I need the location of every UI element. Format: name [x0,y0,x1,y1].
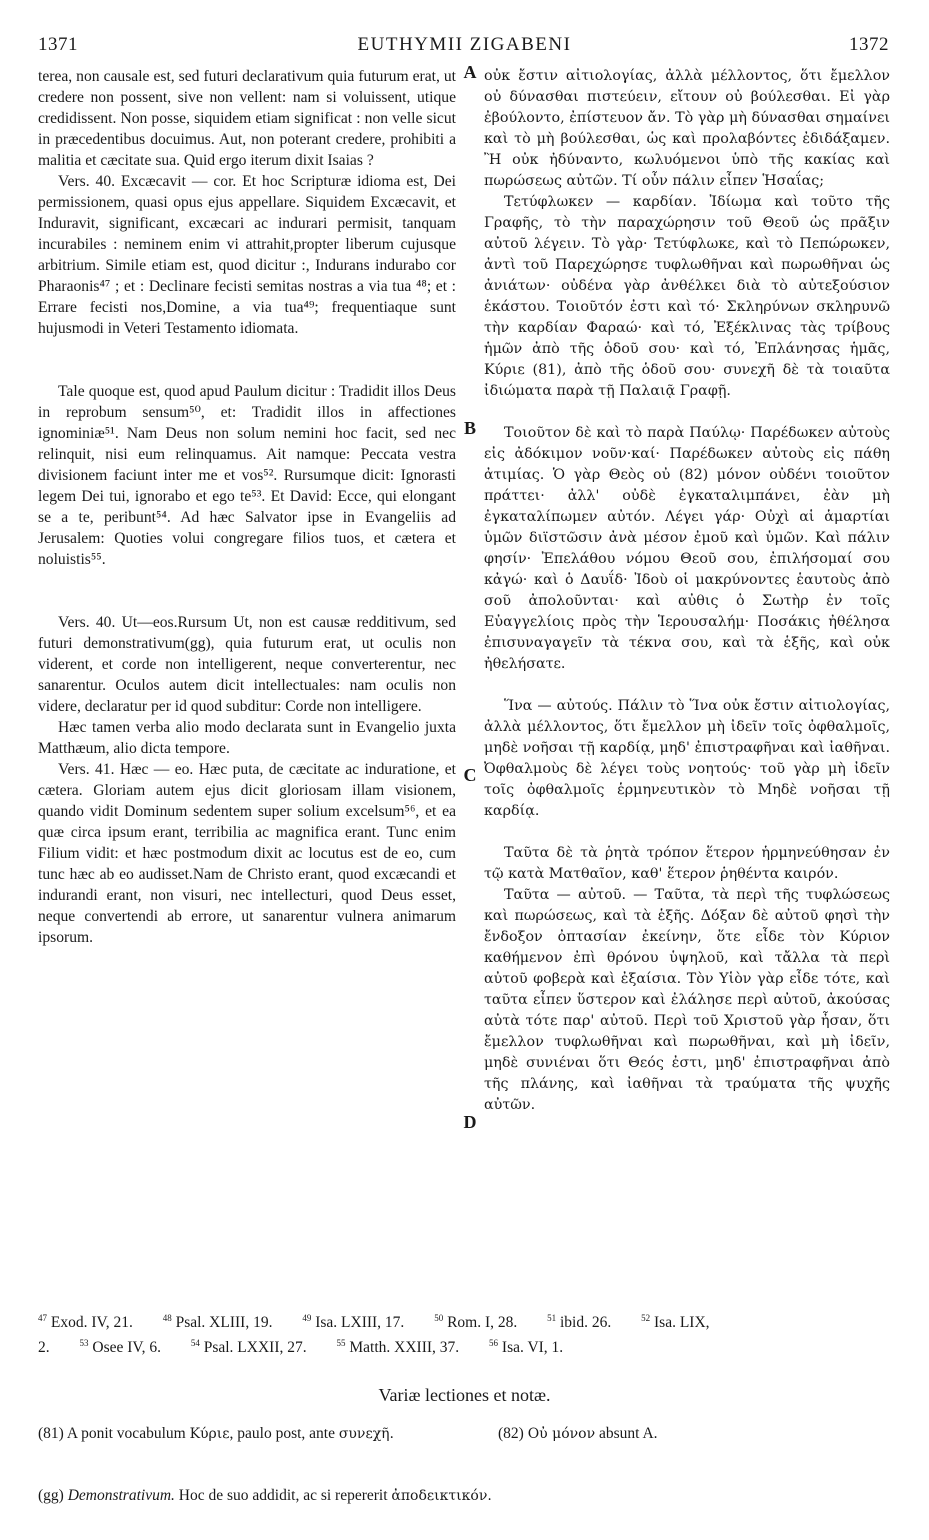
margin-letter-d: D [463,1112,477,1132]
latin-paragraph: Vers. 40. Ut—eos.Rursum Ut, non est causæ redditivum, sed futuri demonstrativum(gg), quia futurum erat, ut oculis non viderent, et corde non intelligerent, neque converterentur, nec sanarentur. Oculos autem dicit intellectuales: nam oculis non videre, declaratur per id quod subditur: Corde non intelligere. [38,614,456,715]
latin-paragraph: Tale quoque est, quod apud Paulum dicitur : Tradidit illos Deus in reprobum sensum⁵⁰, et: Tradidit illos in affectiones ignominiæ⁵¹. Nam Deus non solum nemini hoc facit, sed nec relinquit, nisi eum relinquamus. Ait namque: Peccata vestra divisionem faciunt inter me et vos⁵². Rursumque dicit: Ignorasti legem Dei tui, ignorabo et ego te⁵³. Et David: Ecce, qui elongant se a te, peribunt⁵⁴. Ad hæc Salvator ipse in Evangeliis ad Jerusalem: Quoties volui congregare filios tuos, et cætera et noluistis⁵⁵. [38,383,456,568]
margin-letter-b: B [463,418,476,438]
footnote: $^{52}$ Isa. LIX, [641,1313,710,1332]
footnote: $^{55}$ Matth. XXIII, 37. [336,1338,460,1357]
latin-paragraph: terea, non causale est, sed futuri declarativum quia futurum erat, ut credere non possent, sive non vellent: nam si voluissent, utique credidissent. Non posse, siquidem etiam significat : non velle sicut in præcedentibus docuimus. Aut, non poterant credere, prohibiti a malitia et cæcitate sua. Quid ergo iterum dixit Isaias ? [38,68,456,169]
latin-column [38,66,456,948]
greek-paragraph: Ταῦτα δὲ τὰ ῥητὰ τρόπον ἕτερον ἡρμηνεύθησαν ἐν τῷ κατὰ Ματθαῖον, καθ' ἕτερον ῥηθέντα καιρόν. [484,845,890,882]
footnote: $^{51}$ ibid. 26. [547,1313,612,1332]
latin-paragraph: Vers. 41. Hæc — eo. Hæc puta, de cæcitate ac induratione, et cætera. Gloriam autem ejus dicit gloriosam illam visionem, quando vidit Dominum sedentem super solium excelsum⁵⁶, et ea quæ circa ipsum erant, terribilia ac magnifica erant. Tunc enim Filium vidit: et hæc postmodum dixit ac locutus est de eo, cum tunc hæc ab eo audisset.Nam de Christo erant, quod excæcandi et indurandi erant, non visuri, nec intellecturi, quod Deus esset, neque convertendi ab errore, ut sanarentur vulnera animarum ipsorum. [38,761,456,946]
greek-paragraph: Ἵνα — αὐτούς. Πάλιν τὸ Ἵνα οὐκ ἔστιν αἰτιολογίας, ἀλλὰ μέλλοντος, ὅτι ἔμελλον μὴ ἰδεῖν τοῖς ὀφθαλμοῖς, μηδὲ νοῆσαι τῇ καρδίᾳ, μηδ' ἐπιστραφῆναι καὶ ἰαθῆναι. Ὀφθαλμοὺς δὲ λέγει τοὺς νοητούς· τοῦ γὰρ μὴ ἰδεῖν τοῖς ὀφθαλμοῖς ἑρμηνευτικὸν τὸ Μηδὲ νοῆσαι τῇ καρδίᾳ. [484,698,890,819]
greek-paragraph: οὐκ ἔστιν αἰτιολογίας, ἀλλὰ μέλλοντος, ὅτι ἔμελλον οὐ δύνασθαι πιστεύειν, εἴτουν οὐ βούλεσθαι. Εἰ γὰρ ἐβούλοντο, ἐπίστευον ἄν. Τὸ γὰρ μὴ δύνασθαι σημαίνει καὶ τὸ μὴ βούλεσθαι, ὡς καὶ προλαβόντες ἐδιδάξαμεν. Ἢ οὐκ ἠδύναντο, κωλυόμενοι ὑπὸ τῆς κακίας καὶ πωρώσεως αὐτῶν. Τί οὖν πάλιν εἶπεν Ἡσαΐας; [484,68,890,189]
latin-paragraph: Hæc tamen verba alio modo declarata sunt in Evangelio juxta Matthæum, alio dicta tempore. [38,719,456,757]
greek-paragraph: Τετύφλωκεν — καρδίαν. Ἰδίωμα καὶ τοῦτο τῆς Γραφῆς, τὸ τὴν παραχώρησιν τοῦ Θεοῦ ὡς πρᾶξιν αὐτοῦ λέγειν. Τὸ γὰρ· Τετύφλωκε, καὶ τὸ Πεπώρωκεν, ἀντὶ τοῦ Παρεχώρησε τυφλωθῆναι καὶ πωρωθῆναι ὡς ἀνιάτων· οὐδένα γὰρ ἀνθέλκει διὰ τὸ αὐτεξούσιον ἑκάστου. Τοιοῦτόν ἐστι καὶ τό· Σκληρύνων σκληρυνῶ τὴν καρδίαν Φαραώ· καὶ τό, Ἐξέκλινας τὰς τρίβους ἡμῶν ἀπὸ τῆς ὁδοῦ σου· καὶ τό, Ἐπλάνησας ἡμᾶς, Κύριε (81), ἀπὸ τῆς ὁδοῦ σου· συνεχῆ δὲ τὰ τοιαῦτα ἰδιώματα παρὰ τῇ Παλαιᾷ Γραφῇ. [484,194,890,399]
variant-note-82: (82) Οὐ μόνον absunt A. [498,1425,658,1442]
variant-note-81: (81) A ponit vocabulum Κύριε, paulo post, ante συνεχῆ. [38,1425,395,1442]
margin-letter-a: A [463,62,477,82]
greek-column [484,66,890,1116]
margin-letter-c: C [463,765,477,785]
running-title: EUTHYMII ZIGABENI [357,34,572,55]
footnote: $^{47}$ Exod. IV, 21. [38,1313,133,1332]
variant-note-gg: (gg) Demonstrativum. Hoc de suo addidit, ac si repererit ἀποδεικτικόν. [38,1487,492,1504]
variae-title: Variæ lectiones et notæ. [378,1385,551,1405]
footnote: $^{49}$ Isa. LXIII, 17. [302,1313,405,1332]
footnote: $^{54}$ Psal. LXXII, 27. [190,1338,307,1357]
greek-paragraph: Τοιοῦτον δὲ καὶ τὸ παρὰ Παύλῳ· Παρέδωκεν αὐτοὺς εἰς ἀδόκιμον νοῦν·καί· Παρέδωκεν αὐτοὺς εἰς πάθη ἀτιμίας. Ὁ γὰρ Θεὸς οὐ (82) μόνον οὐδένι τοιοῦτον πράττει· ἀλλ' οὐδὲ ἐγκαταλιμπάνει, ἐὰν μὴ ἐγκαταλίπωμεν αὐτόν. Λέγει γάρ· Οὐχὶ αἱ ἁμαρτίαι ὑμῶν διϊστῶσιν ἀνὰ μέσον ἐμοῦ καὶ ὑμῶν. Καὶ πάλιν φησίν· Ἐπελάθου νόμου Θεοῦ σου, ἐπιλήσομαί σου κἀγώ· καὶ ὁ Δαυΐδ· Ἰδοὺ οἱ μακρύνοντες ἑαυτοὺς ἀπὸ σοῦ ἀπολοῦνται· καὶ αὐθις ὁ Σωτὴρ ἐν τοῖς Εὐαγγελίοις πρὸς τὴν Ἱερουσαλήμ· Ποσάκις ἠθέλησα ἐπισυναγαγεῖν τὰ τέκνα σου, καὶ τὰ ἑξῆς, καὶ οὐκ ἠθελήσατε. [484,425,890,672]
footnote: $^{56}$ Isa. VI, 1. [489,1338,564,1357]
footnote: $^{53}$ Osee IV, 6. [79,1338,161,1357]
footnote: $^{50}$ Rom. I, 28. [434,1313,518,1332]
footnote: 2. [38,1339,50,1357]
greek-paragraph: Ταῦτα — αὐτοῦ. — Ταῦτα, τὰ περὶ τῆς τυφλώσεως καὶ πωρώσεως, καὶ τὰ ἑξῆς. Δόξαν δὲ αὐτοῦ φησὶ τὴν ἔνδοξον ὀπτασίαν ἐκείνην, ὅτε εἶδε τὸν Κύριον καθήμενον ἐπὶ θρόνου ὑψηλοῦ, καὶ τἄλλα τὰ περὶ αὐτοῦ φοβερὰ καὶ ἐξαίσια. Τὸν Υἱὸν γὰρ εἶδε τότε, καὶ ταῦτα εἶπεν ὕστερον καὶ ἐλάλησε περὶ αὐτοῦ, ἀκούσας αὐτὰ τότε παρ' αὐτοῦ. Περὶ τοῦ Χριστοῦ γὰρ ἦσαν, ὅτι ἔμελλον τυφλωθῆναι καὶ πωρωθῆναι, καὶ μὴ ἰδεῖν, μηδὲ συνιέναι ὅτι Θεός ἐστι, μηδ' ἐπιστραφῆναι ἀπὸ τῆς πλάνης, καὶ ἰαθῆναι τὰ τραύματα τῆς ψυχῆς αὐτῶν. [484,887,890,1113]
footnote: $^{48}$ Psal. XLIII, 19. [162,1313,273,1332]
right-page-number: 1372 [849,34,889,55]
footnotes [38,1308,890,1358]
latin-paragraph: Vers. 40. Excæcavit — cor. Et hoc Scripturæ idioma est, Dei permissionem, quasi opus ejus appellare. Siquidem Excæcavit, et Induravit, significant, excæcari ac indurari permisit, tanquam incurabiles : neminem enim vi attrahit,propter liberum cujusque arbitrium. Simile etiam est, quod dicitur :, Indurans indurabo cor Pharaonis⁴⁷ ; et : Declinare fecisti semitas nostras a via tua ⁴⁸; et : Errare fecisti nos,Domine, a via tua⁴⁹; frequentiaque sunt hujusmodi in Veteri Testamento idiomata. [38,173,456,337]
left-page-number: 1371 [38,34,78,55]
